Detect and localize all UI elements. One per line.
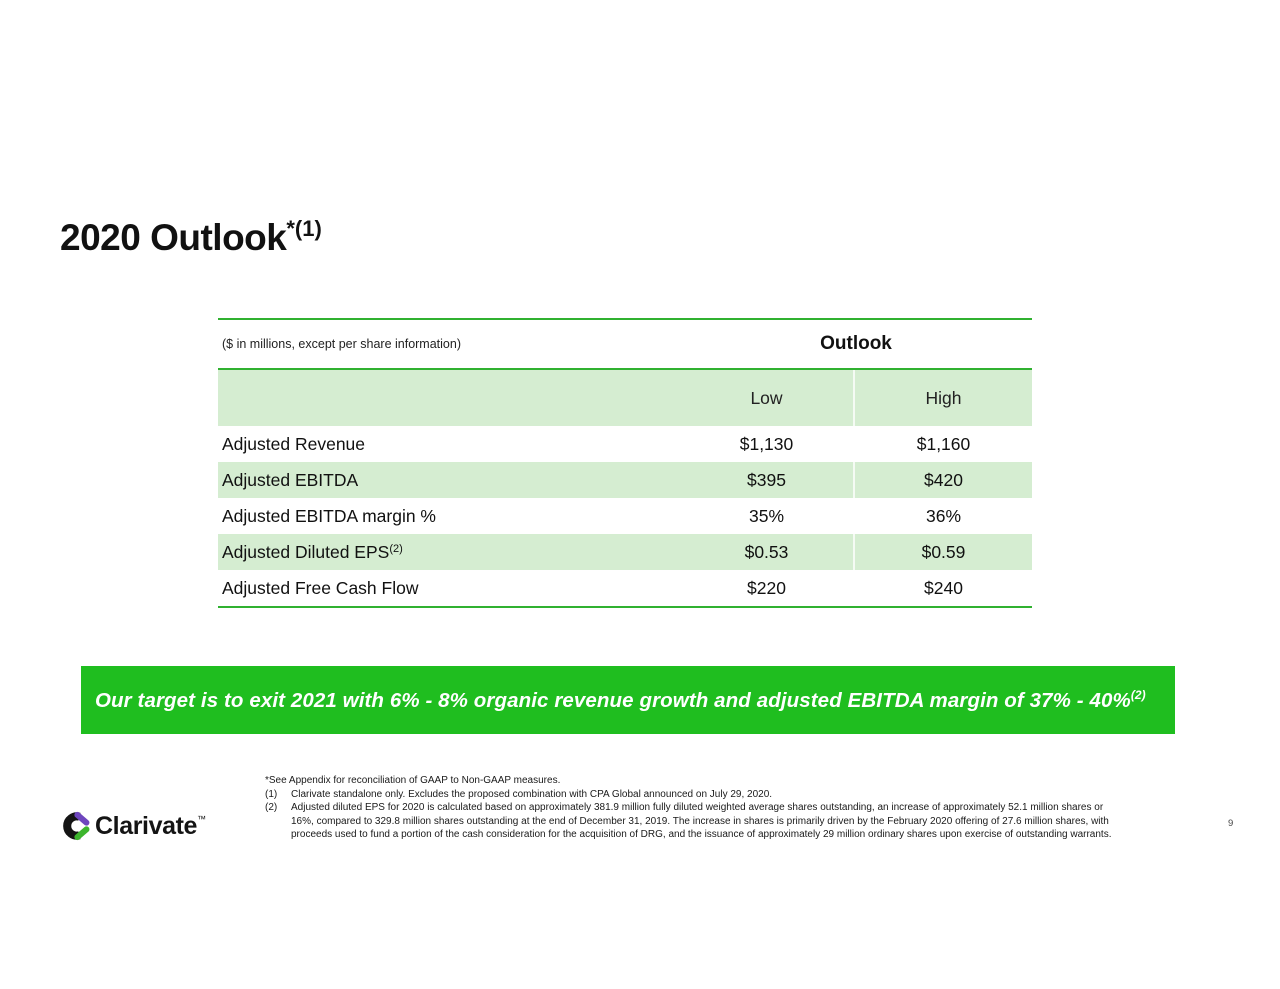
footnote-1 [265,788,1117,802]
row-label: Adjusted EBITDA [222,469,359,490]
row-high-value: $1,160 [916,433,971,454]
table-row [218,426,1032,462]
clarivate-wordmark: Clarivate™ [95,811,206,840]
row-low-value: $395 [747,469,786,490]
footnotes [265,774,1117,842]
row-label: Adjusted Diluted EPS$^{(2)}$ [222,541,403,562]
table-row [218,462,1032,498]
row-low-value: 35% [748,505,785,526]
row-label: Adjusted Revenue [222,433,366,454]
table-row [218,534,1032,570]
units-note: ($ in millions, except per share information) [222,337,461,351]
footnote-marker: (1) [265,788,278,800]
page-title-text: 2020 Outlook [60,217,287,258]
column-header-low: Low [750,387,783,408]
footnote-asterisk: *See Appendix for reconciliation of GAAP to Non-GAAP measures. [265,775,561,786]
page-number: 9 [1228,818,1234,829]
clarivate-logo-icon [58,810,90,842]
trademark-symbol: ™ [197,813,206,824]
column-header-high: High [853,370,1032,426]
row-high-value: 36% [925,505,962,526]
row-low-value: $220 [747,577,786,598]
table-row [218,498,1032,534]
footnote-2 [265,801,1117,842]
table-bottom-rule [218,606,1032,608]
page-title-superscript: *(1) [286,216,322,241]
row-high-value: $240 [924,577,963,598]
clarivate-logo [58,810,206,842]
row-high-value: $0.59 [853,534,1032,570]
row-label: Adjusted Free Cash Flow [222,577,419,598]
footnote-marker: (2) [265,802,278,813]
page-title [60,216,322,259]
column-header-row [218,370,1032,426]
footnote-text: Adjusted diluted EPS for 2020 is calculated based on approximately 381.9 million fully diluted weighted average shares outstanding, an increase of approximately 52.1 million shares or 16%, compared to 329.8 million shares outstanding at the end of December 31, 2019. The increase in shares is primarily driven by the February 2020 offering of 27.6 million shares, with proceeds used to fund a portion of the cash consideration for the acquisition of DRG, and the issuance of approximately 29 million ordinary shares upon exercise of outstanding warrants. [291,802,1112,840]
row-low-value: $0.53 [744,541,789,562]
row-high-value: $420 [853,462,1032,498]
outlook-table [218,318,1032,608]
table-row [218,570,1032,606]
row-low-value: $1,130 [739,433,794,454]
target-banner-text: Our target is to exit 2021 with 6% - 8% organic revenue growth and adjusted EBITDA margin of 37% - 40%$^{(2)}$ [95,687,1146,712]
footnote-text: Clarivate standalone only. Excludes the proposed combination with CPA Global announced on July 29, 2020. [291,788,773,800]
target-banner-superscript: (2) [1130,687,1146,702]
outlook-group-header: Outlook [820,333,892,354]
row-label: Adjusted EBITDA margin % [222,505,436,526]
table-header-row [218,320,1032,368]
target-banner [81,666,1175,734]
